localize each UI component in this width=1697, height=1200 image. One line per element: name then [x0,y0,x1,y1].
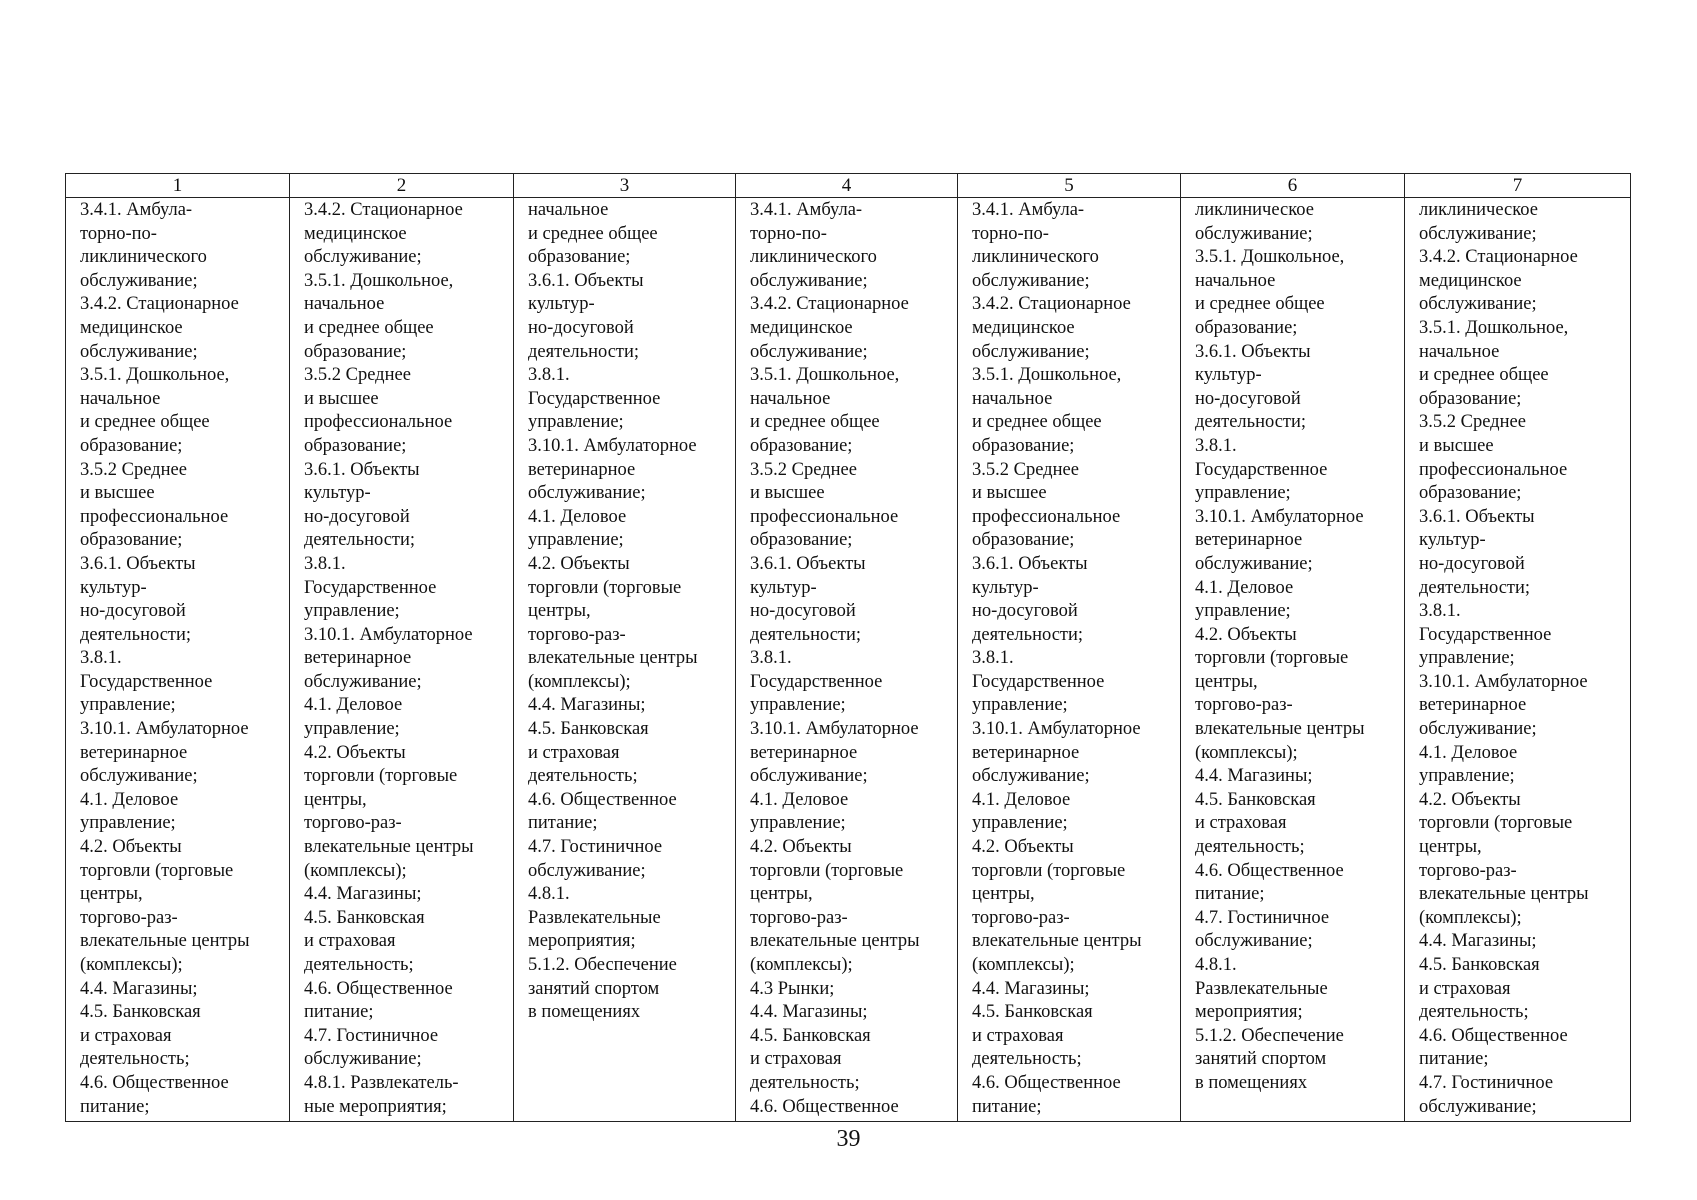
cell-text-line: ликлинического [972,247,1099,268]
header-row [66,174,1631,198]
cell-text-line: влекательные центры [972,931,1142,952]
cell-text-line: деятельности; [972,624,1084,645]
cell-text-line: обслуживание; [80,766,198,787]
cell-text-line: Государственное [80,671,213,692]
cell-text-line: и страховая [1419,978,1511,999]
cell-text-line: мероприятия; [1195,1002,1303,1023]
cell-text-line: 4.2. Объекты [750,837,852,858]
cell-text-line: управление; [80,695,176,716]
cell-text-line: управление; [972,813,1068,834]
cell-text-line: (комплексы); [304,860,407,881]
cell-text-line: деятельности; [1419,577,1531,598]
cell-text-line: 3.5.2 Среднее [972,459,1079,480]
cell-text-line: центры, [80,884,143,905]
table-row [66,198,1631,1122]
cell-text-line: образование; [972,530,1075,551]
cell-text-line: 3.8.1. [972,648,1014,669]
cell-text-line: питание; [1419,1049,1489,1070]
cell-text-line: 4.5. Банковская [972,1002,1093,1023]
cell-text-line: культур- [972,577,1039,598]
cell-text-line: обслуживание; [972,766,1090,787]
cell-text-line: 3.8.1. [528,365,570,386]
cell-text-line: ликлиническое [1419,200,1538,220]
cell-text-line: обслуживание; [304,1049,422,1070]
cell-text-line: 4.2. Объекты [972,837,1074,858]
cell-text-line: 4.4. Магазины; [80,978,198,999]
cell-text-line: и страховая [304,931,396,952]
cell-text-line: профессиональное [304,412,453,433]
cell-text-line: но-досуговой [304,506,410,527]
cell-text-line: медицинское [1419,270,1522,291]
cell-text-line: 3.10.1. Амбулаторное [528,435,697,456]
cell-text-line: 3.6.1. Объекты [972,553,1088,574]
table-cell-col-7 [1405,198,1631,1122]
cell-text-line: 4.6. Общественное [1195,860,1344,881]
cell-text-line: обслуживание; [1195,931,1313,952]
cell-text-line: центры, [972,884,1035,905]
cell-text-line: управление; [750,813,846,834]
cell-text-line: обслуживание; [1419,1096,1537,1117]
table-cell-col-2 [290,198,514,1122]
cell-text-line: образование; [750,435,853,456]
cell-text-line: медицинское [304,223,407,244]
cell-text-line: 3.8.1. [80,648,122,669]
cell-text-line: 3.10.1. Амбулаторное [1195,506,1364,527]
cell-text-line: образование; [1195,317,1298,338]
cell-text-line: управление; [972,695,1068,716]
cell-text-line: 4.6. Общественное [304,978,453,999]
cell-text-line: управление; [304,719,400,740]
cell-text-line: деятельность; [972,1049,1082,1070]
cell-text-line: начальное [304,294,385,315]
cell-text-line: торгово-раз- [972,907,1070,928]
cell-text-line: 3.10.1. Амбулаторное [1419,671,1588,692]
cell-text-line: 3.8.1. [750,648,792,669]
cell-text-line: деятельность; [304,955,414,975]
cell-text-line: 3.8.1. [304,553,346,574]
cell-text-line: 3.6.1. Объекты [80,553,196,574]
cell-text-line: торгово-раз- [80,907,178,928]
cell-text-line: ные мероприятия; [304,1096,447,1117]
cell-text-line: центры, [1419,837,1482,858]
cell-text-line: Государственное [528,388,661,409]
cell-text-line: 4.4. Магазины; [750,1002,868,1023]
column-header-1: 1 [66,174,290,198]
cell-text-line: ветеринарное [1195,530,1303,551]
cell-text-line: 3.5.1. Дошкольное, [972,365,1122,386]
cell-text-line: 3.6.1. Объекты [1419,506,1535,527]
cell-text-line: обслуживание; [750,270,868,291]
cell-text-line: и высшее [750,483,825,504]
cell-text-line: и страховая [972,1025,1064,1046]
cell-text-line: ветеринарное [80,742,188,763]
cell-text-line: влекательные центры [1195,719,1365,740]
cell-text-line: питание; [304,1002,374,1023]
cell-text-line: профессиональное [80,506,229,527]
cell-text-line: 4.7. Гостиничное [1419,1072,1554,1093]
cell-text-line: обслуживание; [750,766,868,787]
cell-text-line: питание; [972,1096,1042,1117]
cell-text-line: деятельность; [528,766,638,787]
cell-text-line: образование; [1419,483,1522,504]
cell-text-line: питание; [1195,884,1265,905]
cell-text-line: 4.4. Магазины; [528,695,646,716]
cell-text-line: 4.2. Объекты [304,742,406,763]
cell-text-line: 4.7. Гостиничное [528,837,663,858]
cell-text-line: управление; [80,813,176,834]
cell-text-line: 4.1. Деловое [304,695,403,716]
cell-text-line: образование; [304,435,407,456]
cell-text-line: ликлинического [750,247,877,268]
cell-text-line: и высшее [80,483,155,504]
cell-text-line: 4.1. Деловое [528,506,627,527]
cell-text-line: медицинское [80,317,183,338]
cell-text-line: и среднее общее [972,412,1102,433]
cell-text-line: обслуживание; [80,270,198,291]
cell-text-line: Государственное [304,577,437,598]
cell-text-line: занятий спортом [528,978,660,999]
cell-text-line: обслуживание; [1419,223,1537,244]
cell-text-line: 4.4. Магазины; [304,884,422,905]
cell-text-line: 3.4.2. Стационарное [750,294,909,315]
cell-text-line: но-досуговой [80,601,186,622]
cell-text-line: торговли (торговые [1195,648,1349,669]
cell-text-line: 4.6. Общественное [80,1072,229,1093]
cell-text-line: торговли (торговые [750,860,904,881]
table-cell-col-5 [958,198,1181,1122]
cell-text-line: питание; [80,1096,150,1117]
cell-text-line: 4.5. Банковская [1419,955,1540,975]
cell-text-line: деятельности; [304,530,416,551]
table-cell-col-3 [514,198,736,1122]
cell-text-line: 3.5.1. Дошкольное, [80,365,230,386]
cell-text-line: управление; [304,601,400,622]
cell-text-line: но-досуговой [750,601,856,622]
cell-text-line: центры, [1195,671,1258,692]
column-header-3: 3 [514,174,736,198]
cell-text-line: торгово-раз- [1419,860,1517,881]
cell-text-line: 4.5. Банковская [80,1002,201,1023]
cell-text-line: и высшее [1419,435,1494,456]
cell-text-line: 3.10.1. Амбулаторное [304,624,473,645]
cell-text-line: 3.5.2 Среднее [750,459,857,480]
cell-text-line: и среднее общее [80,412,210,433]
page-number: 39 [836,1126,861,1152]
cell-text-line: 4.4. Магазины; [1195,766,1313,787]
cell-text-line: 3.5.1. Дошкольное, [1419,317,1569,338]
cell-text-line: культур- [304,483,371,504]
cell-text-line: образование; [972,435,1075,456]
cell-text-line: деятельности; [1195,412,1307,433]
cell-text-line: 4.6. Общественное [528,789,677,810]
cell-text-line: ликлинического [80,247,207,268]
cell-text-line: 4.5. Банковская [750,1025,871,1046]
cell-text-line: культур- [750,577,817,598]
column-header-4: 4 [736,174,958,198]
column-header-5: 5 [958,174,1181,198]
cell-text-line: 3.5.2 Среднее [304,365,411,386]
cell-text-line: управление; [750,695,846,716]
cell-text-line: обслуживание; [1419,719,1537,740]
cell-text-line: обслуживание; [972,270,1090,291]
cell-text-line: 3.5.1. Дошкольное, [1195,247,1345,268]
cell-text-line: 4.5. Банковская [304,907,425,928]
table-cell-col-4 [736,198,958,1122]
cell-text-line: торговли (торговые [1419,813,1573,834]
cell-text-line: 4.6. Общественное [972,1072,1121,1093]
cell-text-line: деятельности; [750,624,862,645]
cell-text-line: но-досуговой [528,317,634,338]
cell-text-line: 4.1. Деловое [1195,577,1294,598]
cell-text-line: мероприятия; [528,931,636,952]
cell-text-line: обслуживание; [1419,294,1537,315]
cell-text-line: 4.4. Магазины; [1419,931,1537,952]
cell-text-line: торно-по- [80,223,157,244]
cell-text-line: но-досуговой [972,601,1078,622]
cell-text-line: образование; [80,435,183,456]
cell-text-line: и среднее общее [1195,294,1325,315]
cell-text-line: 3.6.1. Объекты [304,459,420,480]
cell-text-line: торгово-раз- [1195,695,1293,716]
cell-text-line: обслуживание; [750,341,868,362]
cell-text-line: влекательные центры [80,931,250,952]
cell-text-line: 3.4.1. Амбула- [750,200,863,220]
cell-text-line: влекательные центры [304,837,474,858]
cell-text-line: образование; [750,530,853,551]
cell-text-line: 4.1. Деловое [972,789,1071,810]
cell-text-line: торгово-раз- [304,813,402,834]
cell-text-line: торгово-раз- [750,907,848,928]
column-header-7: 7 [1405,174,1631,198]
cell-text-line: образование; [1419,388,1522,409]
cell-text-line: культур- [80,577,147,598]
cell-text-line: Государственное [750,671,883,692]
cell-text-line: (комплексы); [1419,907,1522,928]
cell-text-line: профессиональное [972,506,1121,527]
cell-text-line: в помещениях [1195,1072,1308,1093]
cell-text-line: влекательные центры [750,931,920,952]
cell-text-line: 3.4.1. Амбула- [972,200,1085,220]
cell-text-line: и среднее общее [750,412,880,433]
cell-text-line: 4.1. Деловое [1419,742,1518,763]
cell-text-line: начальное [1419,341,1500,362]
cell-text-line: 4.8.1. [1195,955,1237,975]
cell-text-line: ветеринарное [972,742,1080,763]
cell-text-line: обслуживание; [1195,223,1313,244]
land-use-table [65,173,1631,1122]
cell-text-line: 4.2. Объекты [528,553,630,574]
cell-text-line: деятельности; [80,624,192,645]
cell-text-line: деятельности; [528,341,640,362]
cell-text-line: начальное [1195,270,1276,291]
cell-text-line: деятельность; [750,1072,860,1093]
cell-text-line: и страховая [750,1049,842,1070]
cell-text-line: 3.8.1. [1419,601,1461,622]
cell-text-line: Государственное [1195,459,1328,480]
cell-text-line: (комплексы); [1195,742,1298,763]
cell-text-line: (комплексы); [750,955,853,975]
cell-text-line: 4.5. Банковская [1195,789,1316,810]
cell-text-line: 4.2. Объекты [1419,789,1521,810]
cell-text-line: 5.1.2. Обеспечение [528,955,677,975]
cell-text-line: обслуживание; [304,247,422,268]
cell-text-line: деятельность; [1195,837,1305,858]
cell-text-line: обслуживание; [80,341,198,362]
cell-text-line: 3.4.1. Амбула- [80,200,193,220]
cell-text-line: торгово-раз- [528,624,626,645]
cell-text-line: Государственное [1419,624,1552,645]
column-header-6: 6 [1181,174,1405,198]
cell-text-line: занятий спортом [1195,1049,1327,1070]
cell-text-line: обслуживание; [972,341,1090,362]
cell-text-line: Государственное [972,671,1105,692]
cell-text-line: 3.10.1. Амбулаторное [750,719,919,740]
cell-text-line: торно-по- [972,223,1049,244]
cell-text-line: 4.2. Объекты [1195,624,1297,645]
cell-text-line: 4.3 Рынки; [750,978,835,999]
cell-text-line: ветеринарное [1419,695,1527,716]
cell-text-line: 3.5.1. Дошкольное, [750,365,900,386]
cell-text-line: 3.4.2. Стационарное [1419,247,1578,268]
cell-text-line: 4.5. Банковская [528,719,649,740]
cell-text-line: управление; [528,412,624,433]
cell-text-line: влекательные центры [528,648,698,669]
cell-text-line: 4.2. Объекты [80,837,182,858]
cell-text-line: центры, [750,884,813,905]
cell-text-line: управление; [1419,766,1515,787]
cell-text-line: культур- [528,294,595,315]
cell-text-line: влекательные центры [1419,884,1589,905]
cell-text-line: медицинское [750,317,853,338]
cell-text-line: обслуживание; [528,483,646,504]
cell-text-line: центры, [528,601,591,622]
cell-text-line: 5.1.2. Обеспечение [1195,1025,1344,1046]
cell-text-line: торговли (торговые [972,860,1126,881]
cell-text-line: 3.10.1. Амбулаторное [972,719,1141,740]
cell-text-line: 3.5.2 Среднее [80,459,187,480]
cell-text-line: образование; [304,341,407,362]
cell-text-line: и высшее [304,388,379,409]
cell-text-line: 4.6. Общественное [1419,1025,1568,1046]
cell-text-line: (комплексы); [972,955,1075,975]
cell-text-line: деятельность; [1419,1002,1529,1023]
cell-text-line: обслуживание; [304,671,422,692]
cell-text-line: профессиональное [1419,459,1568,480]
cell-text-line: торговли (торговые [528,577,682,598]
cell-text-line: профессиональное [750,506,899,527]
cell-text-line: но-досуговой [1195,388,1301,409]
cell-text-line: 3.5.1. Дошкольное, [304,270,454,291]
cell-text-line: торговли (торговые [304,766,458,787]
cell-text-line: 3.10.1. Амбулаторное [80,719,249,740]
cell-text-line: управление; [1195,483,1291,504]
column-header-2: 2 [290,174,514,198]
cell-text-line: и страховая [80,1025,172,1046]
cell-text-line: 3.8.1. [1195,435,1237,456]
cell-text-line: 3.5.2 Среднее [1419,412,1526,433]
cell-text-line: деятельность; [80,1049,190,1070]
table-cell-col-6 [1181,198,1405,1122]
cell-text-line: Развлекательные [1195,978,1328,999]
cell-text-line: 4.1. Деловое [80,789,179,810]
cell-text-line: начальное [528,200,609,220]
cell-text-line: в помещениях [528,1002,641,1023]
cell-text-line: 4.8.1. [528,884,570,905]
cell-text-line: культур- [1419,530,1486,551]
cell-text-line: 3.4.2. Стационарное [972,294,1131,315]
cell-text-line: начальное [80,388,161,409]
cell-text-line: управление; [1195,601,1291,622]
cell-text-line: ветеринарное [304,648,412,669]
cell-text-line: питание; [528,813,598,834]
cell-text-line: и среднее общее [528,223,658,244]
table-cell-col-1 [66,198,290,1122]
cell-text-line: и страховая [1195,813,1287,834]
cell-text-line: ветеринарное [528,459,636,480]
cell-text-line: (комплексы); [80,955,183,975]
cell-text-line: центры, [304,789,367,810]
cell-text-line: 4.4. Магазины; [972,978,1090,999]
cell-text-line: торговли (торговые [80,860,234,881]
cell-text-line: торно-по- [750,223,827,244]
cell-text-line: культур- [1195,365,1262,386]
cell-text-line: ветеринарное [750,742,858,763]
cell-text-line: 4.7. Гостиничное [304,1025,439,1046]
cell-text-line: и среднее общее [304,317,434,338]
cell-text-line: обслуживание; [528,860,646,881]
cell-text-line: 4.8.1. Развлекатель- [304,1072,459,1093]
cell-text-line: медицинское [972,317,1075,338]
cell-text-line: обслуживание; [1195,553,1313,574]
cell-text-line: управление; [528,530,624,551]
cell-text-line: и высшее [972,483,1047,504]
cell-text-line: (комплексы); [528,671,631,692]
cell-text-line: 3.6.1. Объекты [1195,341,1311,362]
cell-text-line: 4.6. Общественное [750,1096,899,1117]
cell-text-line: управление; [1419,648,1515,669]
cell-text-line: 3.4.2. Стационарное [80,294,239,315]
cell-text-line: образование; [80,530,183,551]
cell-text-line: 3.6.1. Объекты [528,270,644,291]
cell-text-line: 3.6.1. Объекты [750,553,866,574]
cell-text-line: 4.7. Гостиничное [1195,907,1330,928]
cell-text-line: и страховая [528,742,620,763]
cell-text-line: 4.1. Деловое [750,789,849,810]
cell-text-line: Развлекательные [528,907,661,928]
cell-text-line: начальное [750,388,831,409]
cell-text-line: но-досуговой [1419,553,1525,574]
cell-text-line: образование; [528,247,631,268]
cell-text-line: начальное [972,388,1053,409]
cell-text-line: и среднее общее [1419,365,1549,386]
cell-text-line: 3.4.2. Стационарное [304,200,463,220]
cell-text-line: ликлиническое [1195,200,1314,220]
